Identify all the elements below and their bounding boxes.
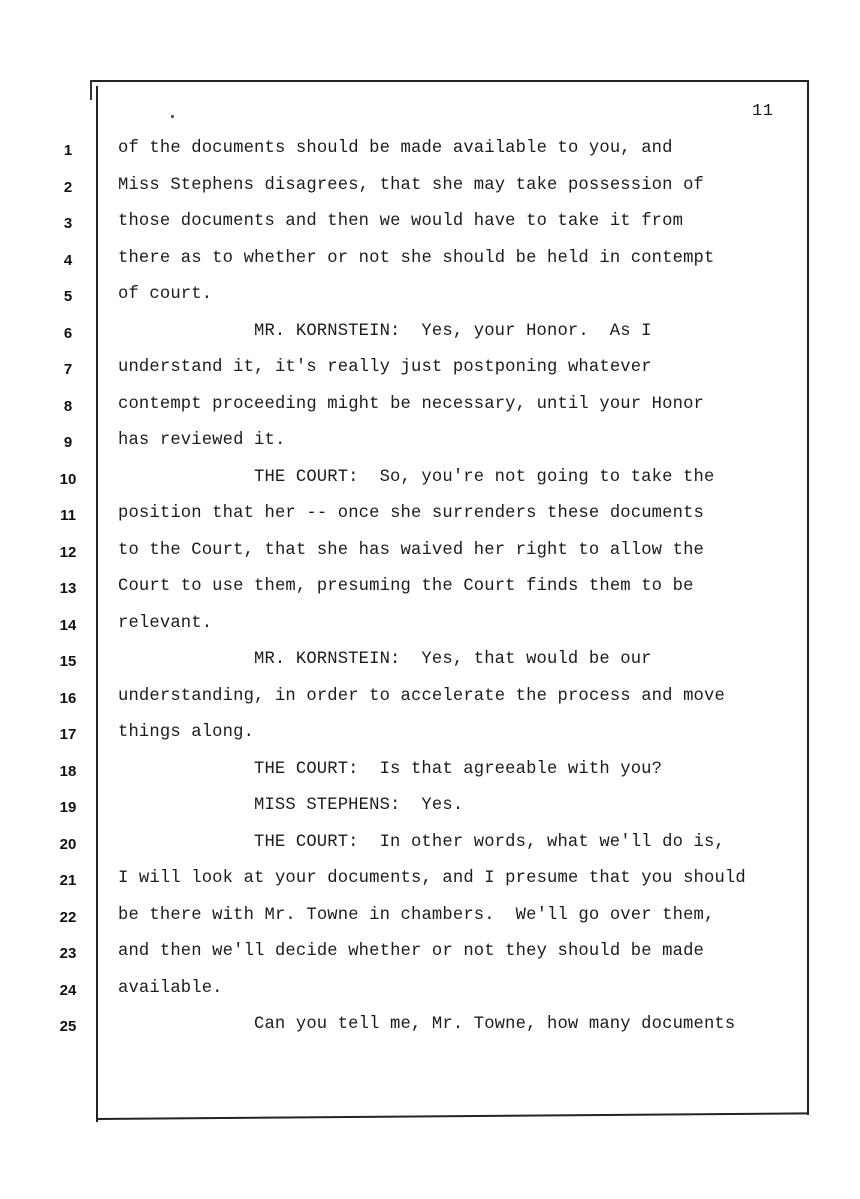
transcript-line: Miss Stephens disagrees, that she may take possession of [118,175,704,195]
line-number: 12 [59,543,77,561]
page-frame-right-border [807,80,809,1115]
transcript-line: of court. [118,285,213,304]
transcript-line: THE COURT: In other words, what we'll do is, [254,832,725,852]
line-number: 4 [63,251,73,269]
transcript-line: THE COURT: Is that agreeable with you? [254,759,663,779]
line-number: 19 [59,799,77,816]
transcript-line: be there with Mr. Towne in chambers. We'll go over them, [118,905,715,925]
transcript-line: of the documents should be made available to you, and [118,139,673,158]
transcript-line: those documents and then we would have to take it from [118,212,684,231]
page-frame-left-border [96,86,98,1122]
transcript-line: Can you tell me, Mr. Towne, how many documents [254,1015,736,1034]
transcript-line: there as to whether or not she should be held in contempt [118,248,715,268]
line-number: 7 [63,361,73,378]
transcript-line: has reviewed it. [118,431,286,450]
page-frame-bottom-border [96,1112,809,1120]
line-number: 2 [63,178,73,196]
transcript-line: Court to use them, presuming the Court finds them to be [118,577,694,596]
line-number: 15 [59,653,77,670]
line-number: 5 [63,288,73,305]
transcript-line: available. [118,978,223,998]
line-number: 18 [59,762,77,780]
transcript-line: understanding, in order to accelerate the process and move [118,686,725,706]
line-number: 25 [59,1018,77,1035]
line-number: 21 [59,872,77,889]
line-number: 14 [59,616,77,634]
line-number: 10 [59,470,77,488]
transcript-line: and then we'll decide whether or not they should be made [118,942,704,961]
transcript-line: I will look at your documents, and I presume that you should [118,869,746,888]
line-number: 3 [63,215,73,232]
line-number: 9 [63,434,73,451]
line-number: 20 [59,835,77,853]
line-number: 1 [63,142,73,159]
transcript-line: MR. KORNSTEIN: Yes, your Honor. As I [254,321,652,341]
page-frame-top-border [90,80,808,82]
transcript-line: position that her -- once she surrenders these documents [118,504,704,523]
scan-speck [171,115,174,118]
line-number: 16 [59,689,77,707]
transcript-line: understand it, it's really just postponing whatever [118,358,652,377]
line-number: 13 [59,580,77,597]
transcript-line: to the Court, that she has waived her right to allow the [118,540,704,560]
transcript-line: things along. [118,723,255,742]
line-number: 6 [63,324,73,342]
line-number: 22 [59,908,77,926]
page-number: 11 [752,102,774,121]
transcript-line: contempt proceeding might be necessary, until your Honor [118,394,704,414]
line-number: 23 [59,945,77,962]
transcript-line: MISS STEPHENS: Yes. [254,796,464,815]
line-number: 8 [63,397,73,415]
line-number: 24 [59,981,77,999]
line-number: 17 [59,726,77,743]
page-frame-corner [90,80,92,100]
line-number: 11 [60,507,76,524]
transcript-line: THE COURT: So, you're not going to take the [254,467,715,487]
transcript-line: MR. KORNSTEIN: Yes, that would be our [254,650,652,669]
transcript-line: relevant. [118,613,213,633]
